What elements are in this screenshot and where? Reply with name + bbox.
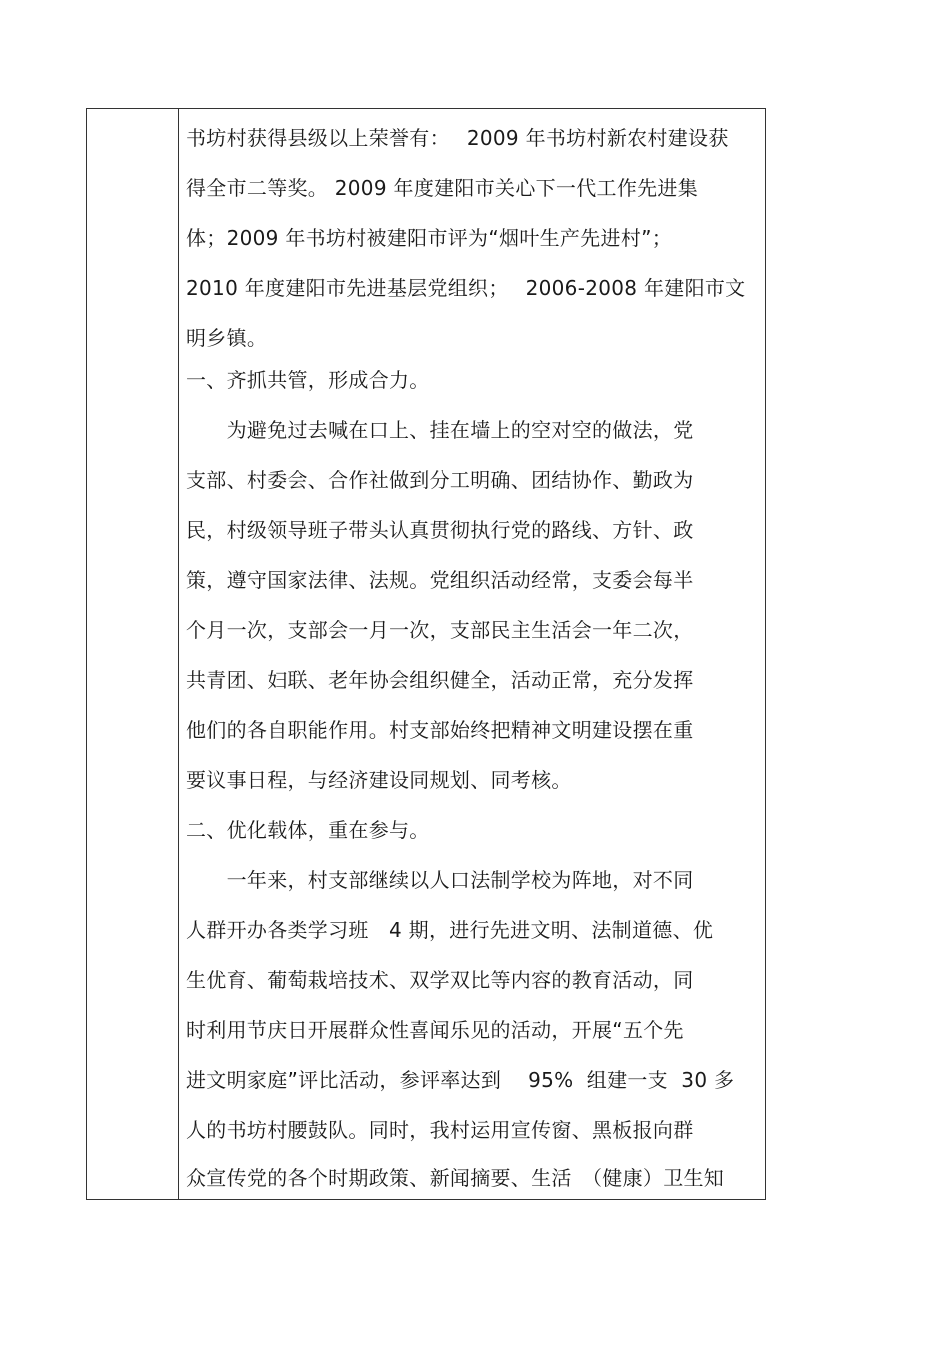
text-line: 支部、村委会、合作社做到分工明确、团结协作、勤政为 [186,468,694,492]
text-line: 2010 年度建阳市先进基层党组织； 2006-2008 年建阳市文 [186,276,746,300]
text-line: 为避免过去喊在口上、挂在墙上的空对空的做法，党 [186,418,694,442]
text-line: 人的书坊村腰鼓队。同时，我村运用宣传窗、黑板报向群 [186,1118,694,1142]
text-line: 策，遵守国家法律、法规。党组织活动经常，支委会每半 [186,568,694,592]
text-line: 进文明家庭”评比活动，参评率达到 95% 组建一支 30 多 [186,1068,735,1092]
text-line: 生优育、葡萄栽培技术、双学双比等内容的教育活动，同 [186,968,694,992]
text-line: 书坊村获得县级以上荣誉有： 2009 年书坊村新农村建设获 [186,126,729,150]
text-line: 共青团、妇联、老年协会组织健全，活动正常，充分发挥 [186,668,694,692]
table-column-divider [178,109,179,1199]
text-line: 明乡镇。 [186,326,268,350]
section-heading: 一、齐抓共管，形成合力。 [186,368,430,392]
table-left-cell [87,109,178,1199]
text-line: 人群开办各类学习班 4 期，进行先进文明、法制道德、优 [186,918,714,942]
text-line: 一年来，村支部继续以人口法制学校为阵地，对不同 [186,868,694,892]
text-line: 他们的各自职能作用。村支部始终把精神文明建设摆在重 [186,718,694,742]
text-line: 得全市二等奖。 2009 年度建阳市关心下一代工作先进集 [186,176,699,200]
text-line: 体；2009 年书坊村被建阳市评为“烟叶生产先进村”； [186,226,673,250]
section-heading: 二、优化载体，重在参与。 [186,818,430,842]
text-line: 时利用节庆日开展群众性喜闻乐见的活动，开展“五个先 [186,1018,684,1042]
text-line: 众宣传党的各个时期政策、新闻摘要、生活 （健康）卫生知 [186,1166,725,1190]
text-line: 民，村级领导班子带头认真贯彻执行党的路线、方针、政 [186,518,694,542]
text-line: 个月一次，支部会一月一次，支部民主生活会一年二次， [186,618,694,642]
text-line: 要议事日程，与经济建设同规划、同考核。 [186,768,572,792]
